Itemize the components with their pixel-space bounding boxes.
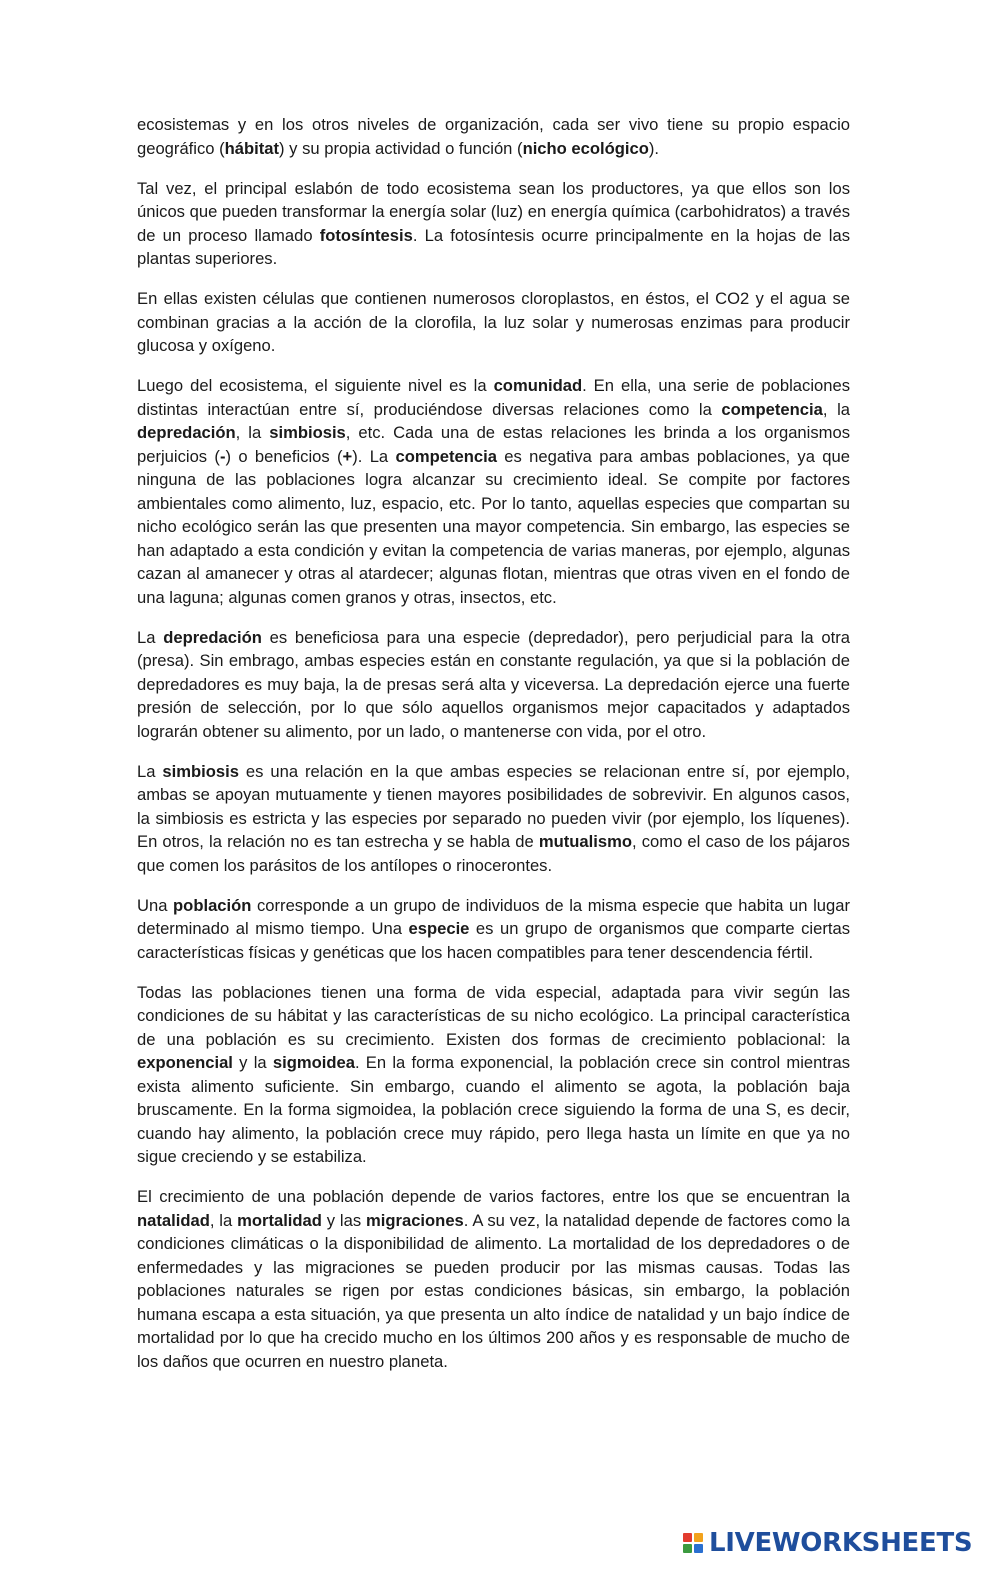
text-run: , como el caso de los pájaros que comen los parásitos de los antílopes o rinocerontes. [137,832,850,875]
text-run: , la [822,399,850,419]
bold-term: depredación [137,423,236,442]
bold-term: mutualismo [538,832,632,851]
bold-term: sigmoidea [272,1053,355,1072]
bold-term: depredación [163,627,262,647]
text-run: , la [209,1210,238,1230]
paragraph-3 [137,287,850,358]
text-run: . En la forma exponencial, la población crece sin control mientras exista alimento suficiente. Sin embargo, cuando el alimento se agota, la población baja bruscamente. En la forma sigmoidea, la población crece siguiendo la forma de una S, es decir, cuando hay alimento, la población crece muy rápido, pero llega hasta un límite en que ya no sigue creciendo y se estabiliza. [137,1053,850,1166]
text-run: . A su vez, la natalidad depende de factores como la condiciones climáticas o la disponibilidad de alimento. La mortalidad de los depredadores o de enfermedades y las migraciones se pueden producir por las mismas causas. Todas las poblaciones naturales se rigen por estas condiciones básicas, sin embargo, la población humana escapa a esta situación, ya que presenta un alto índice de natalidad y un bajo índice de mortalidad por lo que ha crecido mucho en los últimos 200 años y es responsable de mucho de los daños que ocurren en nuestro planeta. [137,1210,851,1371]
text-run: . La fotosíntesis ocurre principalmente en la hojas de las plantas superiores. [137,225,850,268]
text-run: corresponde a un grupo de individuos de la misma especie que habita un lugar determinado al mismo tiempo. Una [137,895,850,938]
bold-term: competencia [395,446,497,466]
paragraph-5 [137,626,850,744]
logo-square [683,1533,692,1542]
bold-term: fotosíntesis [319,225,413,245]
paragraph-4 [137,374,850,609]
paragraph-8 [137,981,850,1169]
bold-term: mortalidad [237,1210,322,1230]
text-run: es un grupo de organismos que comparte ciertas características físicas y genéticas que los hacen compatibles para tener descendencia fértil. [137,919,850,962]
logo-square [694,1533,703,1542]
text-run: es beneficiosa para una especie (depredador), pero perjudicial para la otra (presa). Sin embrago, ambas especies están en constante regulación, ya que si la población de depredadores es muy baja, la de presas será alta y viceversa. La depredación ejerce una fuerte presión de selección, por lo que sólo aquellos organismos mejor capacitados y adaptados lograrán obtener su alimento, por un lado, o mantenerse con vida, por el otro. [137,627,850,741]
text-run: ). La [352,446,396,466]
paragraph-7 [137,894,850,965]
logo-square [694,1544,703,1553]
logo-square [683,1544,692,1553]
text-run: Todas las poblaciones tienen una forma de vida especial, adaptada para vivir según las condiciones de su hábitat y las características de su nicho ecológico. La principal característica de una población es su crecimiento. Existen dos formas de crecimiento poblacional: la [137,982,850,1049]
text-run: ecosistemas y en los otros niveles de organización, cada ser vivo tiene su propio espacio geográfico ( [137,115,850,158]
document-body [137,113,850,1390]
paragraph-9 [137,1185,850,1373]
paragraph-6 [137,760,850,878]
text-run: ) y su propia actividad o función ( [279,138,523,158]
text-run: es una relación en la que ambas especies se relacionan entre sí, por ejemplo, ambas se apoyan mutuamente y tienen mayores posibilidades de sobrevivir. En algunos casos, la simbiosis es estricta y las especies por separado no pueden vivir (por ejemplo, los líquenes). En otros, la relación no es tan estrecha y se habla de [137,761,850,851]
bold-term: natalidad [137,1210,210,1230]
text-run: En ellas existen células que contienen numerosos cloroplastos, en éstos, el CO2 y el agua se combinan gracias a la acción de la clorofila, la luz solar y numerosas enzimas para producir glucosa y oxígeno. [137,289,850,355]
text-run: La [137,627,164,647]
bold-term: nicho ecológico [522,138,649,158]
bold-term: competencia [721,399,823,419]
liveworksheets-logo[interactable] [683,1528,972,1558]
bold-term: + [342,446,353,466]
bold-term: hábitat [224,138,280,158]
text-run: es negativa para ambas poblaciones, ya que ninguna de las poblaciones logra alcanzar su crecimiento ideal. Se compite por factores ambientales como alimento, luz, espacio, etc. Por lo tanto, aquellas especies que compartan su nicho ecológico serán las que presenten una mayor competencia. Sin embargo, las especies se han adaptado a esta condición y evitan la competencia de varias maneras, por ejemplo, algunas cazan al amanecer y otras al atardecer; algunas flotan, mientras que otras viven en el fondo de una laguna; algunas comen granos y otras, insectos, etc. [137,446,850,607]
text-run: Luego del ecosistema, el siguiente nivel es la [137,376,494,395]
bold-term: comunidad [493,376,583,395]
bold-term: población [173,895,252,915]
bold-term: simbiosis [269,423,346,442]
text-run: ) o beneficios ( [225,446,343,466]
text-run: El crecimiento de una población depende de varios factores, entre los que se encuentran la [137,1187,850,1206]
bold-term: exponencial [137,1053,233,1072]
text-run: Tal vez, el principal eslabón de todo ecosistema sean los productores, ya que ellos son los únicos que pueden transformar la energía solar (luz) en energía química (carbohidratos) a través de un proceso llamado [137,178,850,245]
text-run: ). [648,138,660,158]
text-run: y las [321,1210,367,1230]
bold-term: migraciones [366,1210,464,1230]
bold-term: simbiosis [162,761,239,781]
text-run: La [137,761,163,781]
paragraph-2 [137,177,850,271]
paragraph-1 [137,113,850,160]
text-run: , la [235,423,270,442]
text-run: y la [232,1053,273,1072]
text-run: Una [137,895,174,915]
text-run: , etc. Cada una de estas relaciones les brinda a los organismos perjuicios ( [137,423,850,466]
bold-term: especie [408,919,470,938]
liveworksheets-logo-text: LIVEWORKSHEETS [709,1528,973,1558]
liveworksheets-logo-icon [683,1533,703,1553]
text-run: . En ella, una serie de poblaciones distintas interactúan entre sí, produciéndose diversas relaciones como la [137,376,850,419]
bold-term: - [219,446,226,466]
